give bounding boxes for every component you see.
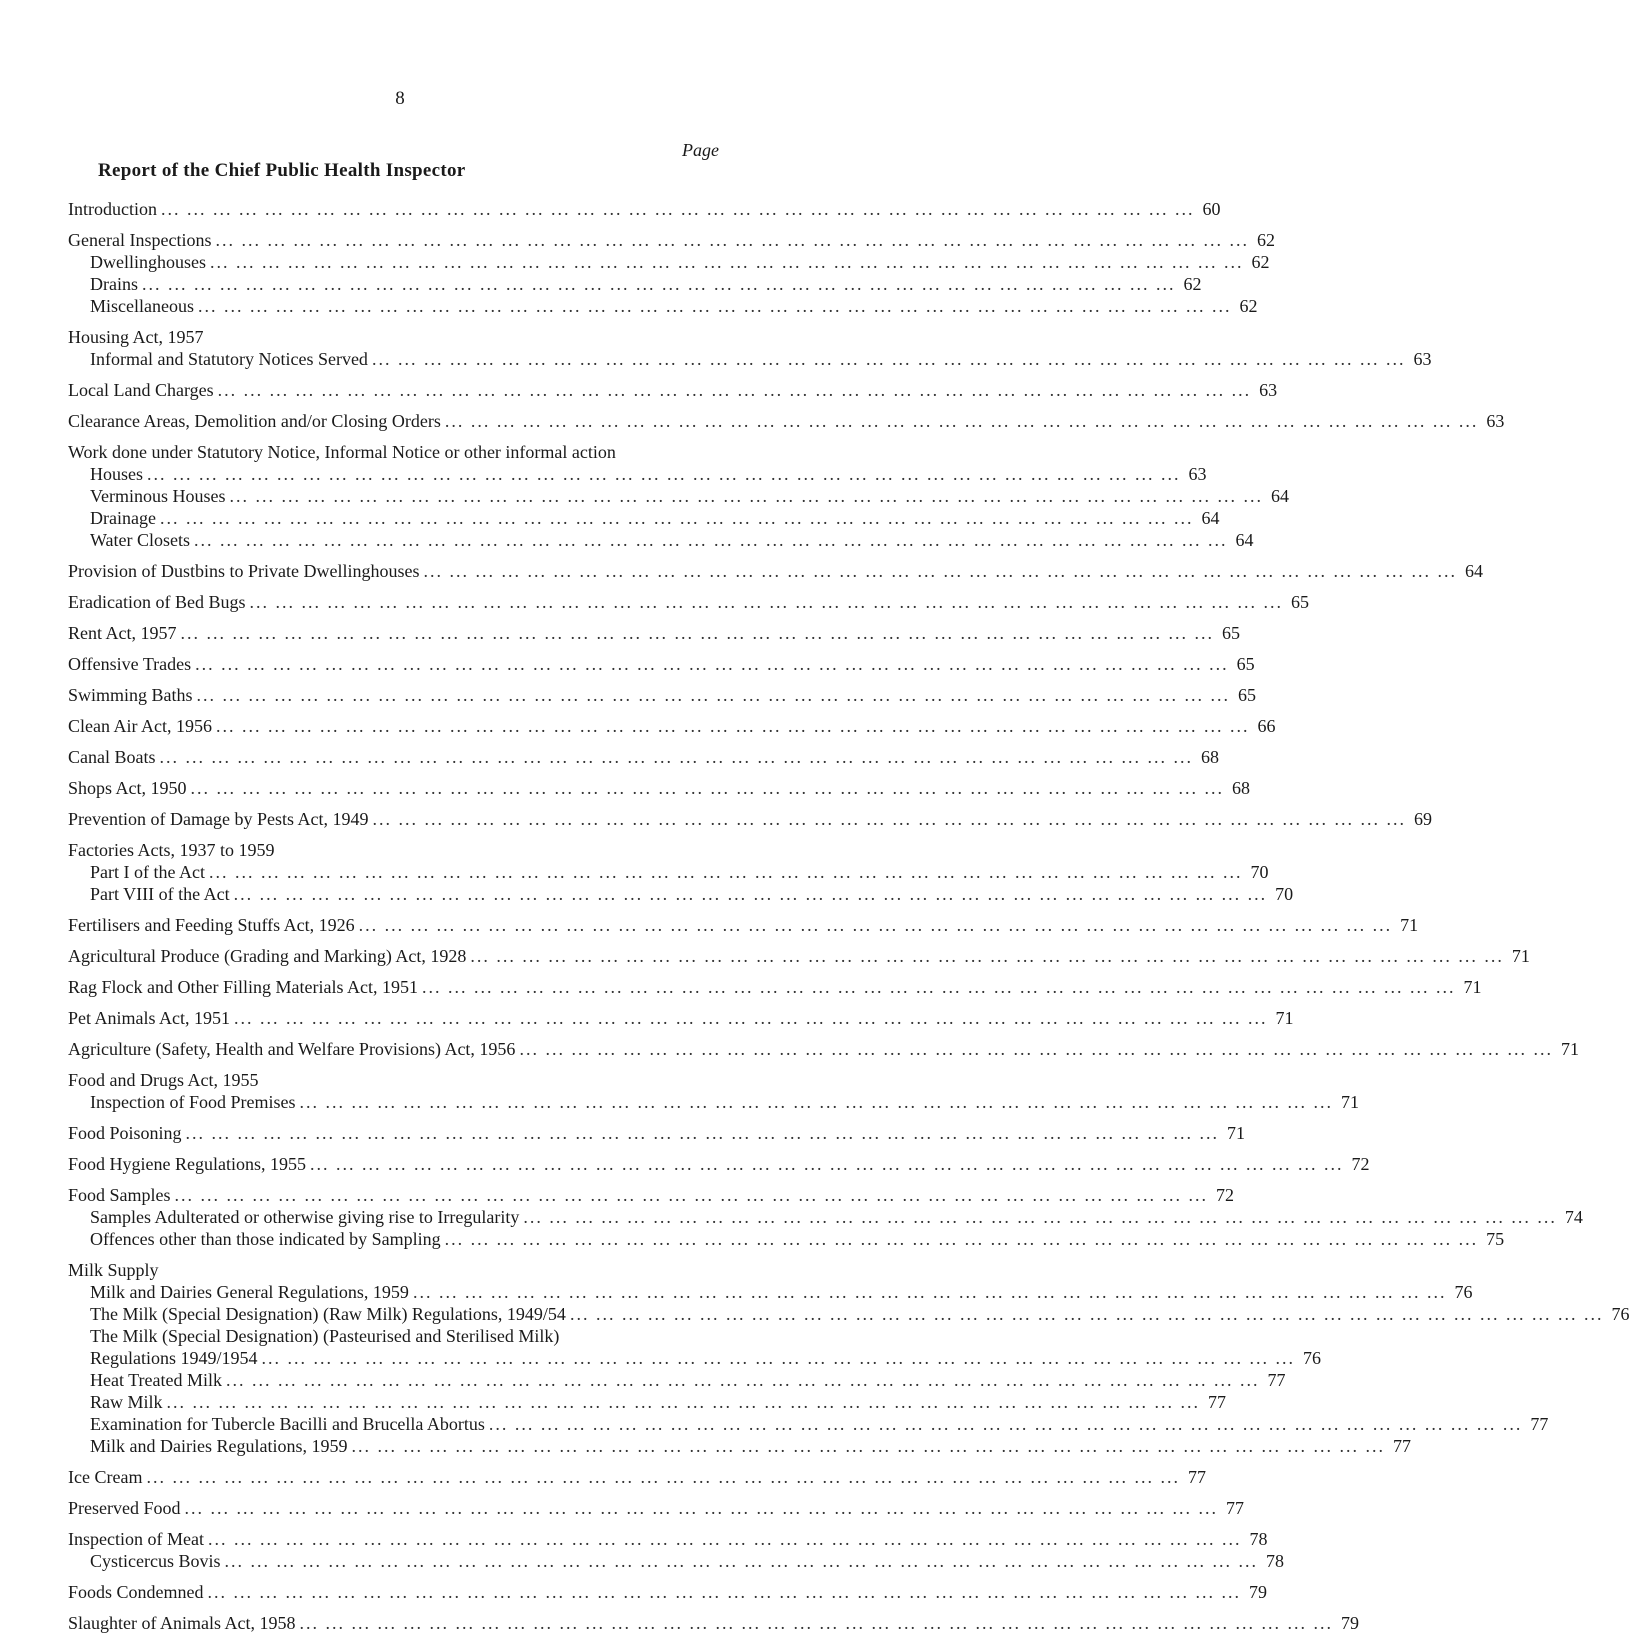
toc-entry-page: 70	[1275, 884, 1294, 904]
toc-entry-page: 62	[1251, 252, 1270, 272]
toc-dot-leader: ... ... ... ... ... ... ... ... ... ... ... ... ... ... ... ... ... ... ... ... ... ... ... ... ... ... ... ... ... ... ... ... ... ... ... ... ... ... ... ...	[180, 623, 1214, 643]
toc-entry	[68, 463, 1207, 485]
toc-dot-leader: ... ... ... ... ... ... ... ... ... ... ... ... ... ... ... ... ... ... ... ... ... ... ... ... ... ... ... ... ... ... ... ... ... ... ... ... ... ... ... ...	[444, 411, 1479, 431]
toc-entry-label: Agricultural Produce (Grading and Marking) Act, 1928	[68, 946, 467, 966]
toc-entry-page: 65	[1290, 592, 1309, 612]
toc-dot-leader: ... ... ... ... ... ... ... ... ... ... ... ... ... ... ... ... ... ... ... ... ... ... ... ... ... ... ... ... ... ... ... ... ... ... ... ... ... ... ... ...	[523, 1207, 1557, 1227]
toc-entry	[68, 441, 726, 463]
toc-entry	[68, 1184, 1235, 1206]
toc-dot-leader: ... ... ... ... ... ... ... ... ... ... ... ... ... ... ... ... ... ... ... ... ... ... ... ... ... ... ... ... ... ... ... ... ... ... ... ... ... ... ... ...	[229, 486, 1263, 506]
toc-dot-leader: ... ... ... ... ... ... ... ... ... ... ... ... ... ... ... ... ... ... ... ... ... ... ... ... ... ... ... ... ... ... ... ... ... ... ... ... ... ... ... ...	[195, 654, 1229, 674]
toc-entry	[68, 1281, 1473, 1303]
toc-entry-page: 68	[1201, 747, 1219, 767]
toc-entry	[68, 507, 1220, 529]
toc-dot-leader: ... ... ... ... ... ... ... ... ... ... ... ... ... ... ... ... ... ... ... ... ... ... ... ... ... ... ... ... ... ... ... ... ... ... ... ... ... ... ... ...	[174, 1185, 1209, 1205]
toc-entry-label: Fertilisers and Feeding Stuffs Act, 1926	[68, 915, 355, 935]
toc-entry	[68, 1391, 1227, 1413]
toc-entry-label: Rag Flock and Other Filling Materials Act, 1951	[68, 977, 418, 997]
toc-entry-page: 71	[1340, 1092, 1359, 1112]
toc-entry-page: 71	[1463, 977, 1482, 997]
toc-entry-page: 62	[1239, 296, 1258, 316]
toc-entry-page: 77	[1530, 1414, 1549, 1434]
toc-entry-label: Rent Act, 1957	[68, 623, 177, 643]
toc-entry-page: 66	[1257, 716, 1276, 736]
toc-entry	[68, 591, 1309, 613]
toc-entry-label: Introduction	[68, 199, 157, 219]
toc-entry-label: Milk and Dairies General Regulations, 1959	[90, 1282, 409, 1302]
toc-entry	[68, 1007, 1294, 1029]
toc-entry-page: 69	[1413, 809, 1432, 829]
toc-entry-label: Milk Supply	[68, 1260, 159, 1280]
toc-entry-page: 77	[1187, 1467, 1206, 1487]
toc-entry-page: 72	[1351, 1154, 1370, 1174]
toc-entry-page: 77	[1225, 1498, 1244, 1518]
toc-entry-label: Offences other than those indicated by Sampling	[90, 1229, 441, 1249]
toc-entry	[68, 1206, 1583, 1228]
toc-entry	[68, 410, 1505, 432]
toc-dot-leader: ... ... ... ... ... ... ... ... ... ... ... ... ... ... ... ... ... ... ... ... ... ... ... ... ... ... ... ... ... ... ... ... ... ... ... ... ... ... ... ...	[299, 1613, 1333, 1633]
toc-dot-leader: ... ... ... ... ... ... ... ... ... ... ... ... ... ... ... ... ... ... ... ... ... ... ... ... ... ... ... ... ... ... ... ... ... ... ... ... ... ... ... ...	[226, 1370, 1260, 1390]
toc-entry-page: 71	[1275, 1008, 1294, 1028]
toc-entry-label: Heat Treated Milk	[90, 1370, 222, 1390]
toc-dot-leader: ... ... ... ... ... ... ... ... ... ... ... ... ... ... ... ... ... ... ... ... ... ... ... ... ... ... ... ... ... ... ... ... ... ... ... ... ... ... ... ...	[142, 274, 1176, 294]
toc-entry	[68, 1228, 1505, 1250]
toc-entry-page: 76	[1303, 1348, 1321, 1368]
toc-entry	[68, 1038, 1579, 1060]
toc-entry-page: 76	[1611, 1304, 1629, 1324]
toc-dot-leader: ... ... ... ... ... ... ... ... ... ... ... ... ... ... ... ... ... ... ... ... ... ... ... ... ... ... ... ... ... ... ... ... ... ... ... ... ... ... ... ...	[208, 862, 1243, 882]
toc-entry-page: 65	[1238, 685, 1257, 705]
toc-entry-label: Part I of the Act	[90, 862, 205, 882]
toc-entry	[68, 653, 1255, 675]
toc-entry	[68, 1528, 1268, 1550]
toc-entry	[68, 1347, 1321, 1369]
toc-entry-label: Miscellaneous	[90, 296, 194, 316]
toc-entry-page: 72	[1216, 1185, 1235, 1205]
toc-dot-leader: ... ... ... ... ... ... ... ... ... ... ... ... ... ... ... ... ... ... ... ... ... ... ... ... ... ... ... ... ... ... ... ... ... ... ... ... ... ... ... ...	[146, 1467, 1180, 1487]
toc-dot-leader: ... ... ... ... ... ... ... ... ... ... ... ... ... ... ... ... ... ... ... ... ... ... ... ... ... ... ... ... ... ... ... ... ... ... ... ... ... ... ... ...	[207, 1582, 1242, 1602]
toc-entry-label: Informal and Statutory Notices Served	[90, 349, 368, 369]
toc-entry-label: Clearance Areas, Demolition and/or Closing Orders	[68, 411, 441, 431]
toc-dot-leader: ... ... ... ... ... ... ... ... ... ... ... ... ... ... ... ... ... ... ... ... ... ... ... ... ... ... ... ... ... ... ... ... ... ... ... ... ... ... ... ...	[215, 230, 1249, 250]
toc-entry-label: Verminous Houses	[90, 486, 226, 506]
toc-dot-leader: ... ... ... ... ... ... ... ... ... ... ... ... ... ... ... ... ... ... ... ... ... ... ... ... ... ... ... ... ... ... ... ... ... ... ... ... ... ... ... ...	[299, 1092, 1333, 1112]
toc-entry-page: 62	[1183, 274, 1202, 294]
toc-dot-leader: ... ... ... ... ... ... ... ... ... ... ... ... ... ... ... ... ... ... ... ... ... ... ... ... ... ... ... ... ... ... ... ... ... ... ... ... ... ... ... ...	[372, 809, 1406, 829]
toc-entry	[68, 1413, 1549, 1435]
toc-entry	[68, 839, 726, 861]
toc-entry-label: Clean Air Act, 1956	[68, 716, 212, 736]
toc-entry-page: 62	[1256, 230, 1275, 250]
toc-entry-label: Offensive Trades	[68, 654, 192, 674]
toc-dot-leader: ... ... ... ... ... ... ... ... ... ... ... ... ... ... ... ... ... ... ... ... ... ... ... ... ... ... ... ... ... ... ... ... ... ... ... ... ... ... ... ...	[196, 685, 1231, 705]
toc-entry-label: Prevention of Damage by Pests Act, 1949	[68, 809, 369, 829]
toc-dot-leader: ... ... ... ... ... ... ... ... ... ... ... ... ... ... ... ... ... ... ... ... ... ... ... ... ... ... ... ... ... ... ... ... ... ... ... ... ... ... ... ...	[215, 716, 1250, 736]
toc-dot-leader: ... ... ... ... ... ... ... ... ... ... ... ... ... ... ... ... ... ... ... ... ... ... ... ... ... ... ... ... ... ... ... ... ... ... ... ... ... ... ... ...	[261, 1348, 1295, 1368]
toc-entry-page: 77	[1267, 1370, 1286, 1390]
report-title: Report of the Chief Public Health Inspector	[98, 160, 466, 181]
toc-dot-leader: ... ... ... ... ... ... ... ... ... ... ... ... ... ... ... ... ... ... ... ... ... ... ... ... ... ... ... ... ... ... ... ... ... ... ... ... ... ... ... ...	[351, 1436, 1385, 1456]
toc-entry-label: Housing Act, 1957	[68, 327, 204, 347]
toc-dot-leader: ... ... ... ... ... ... ... ... ... ... ... ... ... ... ... ... ... ... ... ... ... ... ... ... ... ... ... ... ... ... ... ... ... ... ... ... ... ... ... ...	[190, 778, 1225, 798]
toc-entry	[68, 746, 1219, 768]
toc-entry-label: Milk and Dairies Regulations, 1959	[90, 1436, 348, 1456]
toc-entry-page: 78	[1266, 1551, 1284, 1571]
toc-entry	[68, 861, 1269, 883]
toc-dot-leader: ... ... ... ... ... ... ... ... ... ... ... ... ... ... ... ... ... ... ... ... ... ... ... ... ... ... ... ... ... ... ... ... ... ... ... ... ... ... ... ...	[159, 747, 1193, 767]
toc-entry	[68, 1259, 726, 1281]
page-column-heading: Page	[682, 140, 719, 160]
toc-entry	[68, 622, 1240, 644]
toc-entry	[68, 348, 1432, 370]
toc-entry-label: Drainage	[90, 508, 156, 528]
toc-entry-label: Food Hygiene Regulations, 1955	[68, 1154, 306, 1174]
toc-entry-page: 64	[1465, 561, 1483, 581]
toc-entry	[68, 1325, 726, 1347]
toc-entry-label: Provision of Dustbins to Private Dwellinghouses	[68, 561, 420, 581]
toc-entry	[68, 1369, 1286, 1391]
toc-entry-label: Eradication of Bed Bugs	[68, 592, 246, 612]
toc-entry	[68, 777, 1251, 799]
toc-entry-page: 71	[1511, 946, 1530, 966]
toc-entry-page: 74	[1564, 1207, 1583, 1227]
toc-entry-label: Inspection of Food Premises	[90, 1092, 296, 1112]
toc-entry	[68, 560, 1483, 582]
toc-dot-leader: ... ... ... ... ... ... ... ... ... ... ... ... ... ... ... ... ... ... ... ... ... ... ... ... ... ... ... ... ... ... ... ... ... ... ... ... ... ... ... ...	[371, 349, 1406, 369]
toc-dot-leader: ... ... ... ... ... ... ... ... ... ... ... ... ... ... ... ... ... ... ... ... ... ... ... ... ... ... ... ... ... ... ... ... ... ... ... ... ... ... ... ...	[224, 1551, 1258, 1571]
toc-entry	[68, 715, 1276, 737]
toc-dot-leader: ... ... ... ... ... ... ... ... ... ... ... ... ... ... ... ... ... ... ... ... ... ... ... ... ... ... ... ... ... ... ... ... ... ... ... ... ... ... ... ...	[197, 296, 1232, 316]
toc-entry	[68, 684, 1257, 706]
toc-entry-page: 77	[1392, 1436, 1411, 1456]
toc-entry-page: 79	[1340, 1613, 1359, 1633]
toc-entry	[68, 945, 1530, 967]
toc-entry-label: Shops Act, 1950	[68, 778, 187, 798]
toc-entry	[68, 1122, 1246, 1144]
toc-dot-leader: ... ... ... ... ... ... ... ... ... ... ... ... ... ... ... ... ... ... ... ... ... ... ... ... ... ... ... ... ... ... ... ... ... ... ... ... ... ... ... ...	[207, 1529, 1242, 1549]
toc-dot-leader: ... ... ... ... ... ... ... ... ... ... ... ... ... ... ... ... ... ... ... ... ... ... ... ... ... ... ... ... ... ... ... ... ... ... ... ... ... ... ... ...	[194, 530, 1228, 550]
toc-dot-leader: ... ... ... ... ... ... ... ... ... ... ... ... ... ... ... ... ... ... ... ... ... ... ... ... ... ... ... ... ... ... ... ... ... ... ... ... ... ... ... ...	[147, 464, 1181, 484]
toc-entry-label: Agriculture (Safety, Health and Welfare Provisions) Act, 1956	[68, 1039, 516, 1059]
toc-entry-page: 65	[1236, 654, 1255, 674]
toc-entry-label: The Milk (Special Designation) (Pasteurised and Sterilised Milk)	[90, 1326, 560, 1346]
toc-dot-leader: ... ... ... ... ... ... ... ... ... ... ... ... ... ... ... ... ... ... ... ... ... ... ... ... ... ... ... ... ... ... ... ... ... ... ... ... ... ... ... ...	[233, 884, 1268, 904]
toc-dot-leader: ... ... ... ... ... ... ... ... ... ... ... ... ... ... ... ... ... ... ... ... ... ... ... ... ... ... ... ... ... ... ... ... ... ... ... ... ... ... ... ...	[249, 592, 1283, 612]
toc-entry-label: Samples Adulterated or otherwise giving rise to Irregularity	[90, 1207, 520, 1227]
toc-entry-label: Canal Boats	[68, 747, 156, 767]
toc-entry-page: 71	[1560, 1039, 1579, 1059]
toc-dot-leader: ... ... ... ... ... ... ... ... ... ... ... ... ... ... ... ... ... ... ... ... ... ... ... ... ... ... ... ... ... ... ... ... ... ... ... ... ... ... ... ...	[358, 915, 1393, 935]
toc-entry	[68, 229, 1275, 251]
toc-entry-label: General Inspections	[68, 230, 212, 250]
toc-entry-label: Inspection of Meat	[68, 1529, 204, 1549]
toc-entry-page: 76	[1454, 1282, 1473, 1302]
toc-dot-leader: ... ... ... ... ... ... ... ... ... ... ... ... ... ... ... ... ... ... ... ... ... ... ... ... ... ... ... ... ... ... ... ... ... ... ... ... ... ... ... ...	[309, 1154, 1344, 1174]
toc-entry-page: 64	[1271, 486, 1289, 506]
toc-entry	[68, 1497, 1244, 1519]
toc-dot-leader: ... ... ... ... ... ... ... ... ... ... ... ... ... ... ... ... ... ... ... ... ... ... ... ... ... ... ... ... ... ... ... ... ... ... ... ... ... ... ... ...	[234, 1008, 1268, 1028]
toc-entry	[68, 529, 1254, 551]
toc-entry	[68, 251, 1270, 273]
toc-entry	[68, 1303, 1629, 1325]
toc-entry-label: Cysticercus Bovis	[90, 1551, 221, 1571]
toc-dot-leader: ... ... ... ... ... ... ... ... ... ... ... ... ... ... ... ... ... ... ... ... ... ... ... ... ... ... ... ... ... ... ... ... ... ... ... ... ... ... ... ...	[166, 1392, 1201, 1412]
toc-entry	[68, 1153, 1370, 1175]
toc-entry-label: Foods Condemned	[68, 1582, 204, 1602]
toc-entry-label: Dwellinghouses	[90, 252, 206, 272]
toc-entry-label: Raw Milk	[90, 1392, 163, 1412]
toc-entry	[68, 1581, 1268, 1603]
toc-entry	[68, 1466, 1206, 1488]
toc-entry	[68, 1435, 1411, 1457]
toc-entry-page: 68	[1232, 778, 1251, 798]
toc-entry-label: Local Land Charges	[68, 380, 214, 400]
toc-entry-label: Preserved Food	[68, 1498, 181, 1518]
toc-entry-label: Ice Cream	[68, 1467, 143, 1487]
toc-entry-label: Slaughter of Animals Act, 1958	[68, 1613, 296, 1633]
toc-dot-leader: ... ... ... ... ... ... ... ... ... ... ... ... ... ... ... ... ... ... ... ... ... ... ... ... ... ... ... ... ... ... ... ... ... ... ... ... ... ... ... ...	[519, 1039, 1553, 1059]
toc-dot-leader: ... ... ... ... ... ... ... ... ... ... ... ... ... ... ... ... ... ... ... ... ... ... ... ... ... ... ... ... ... ... ... ... ... ... ... ... ... ... ... ...	[569, 1304, 1604, 1324]
toc-dot-leader: ... ... ... ... ... ... ... ... ... ... ... ... ... ... ... ... ... ... ... ... ... ... ... ... ... ... ... ... ... ... ... ... ... ... ... ... ... ... ... ...	[421, 977, 1456, 997]
toc-entry-label: Drains	[90, 274, 138, 294]
table-of-contents	[68, 198, 1629, 1634]
toc-entry-label: Swimming Baths	[68, 685, 193, 705]
toc-entry-page: 75	[1486, 1229, 1505, 1249]
toc-entry-page: 60	[1202, 199, 1221, 219]
toc-entry-page: 63	[1188, 464, 1207, 484]
toc-dot-leader: ... ... ... ... ... ... ... ... ... ... ... ... ... ... ... ... ... ... ... ... ... ... ... ... ... ... ... ... ... ... ... ... ... ... ... ... ... ... ... ...	[423, 561, 1457, 581]
toc-entry-page: 71	[1227, 1123, 1246, 1143]
toc-entry	[68, 976, 1482, 998]
toc-entry-label: Water Closets	[90, 530, 191, 550]
toc-dot-leader: ... ... ... ... ... ... ... ... ... ... ... ... ... ... ... ... ... ... ... ... ... ... ... ... ... ... ... ... ... ... ... ... ... ... ... ... ... ... ... ...	[470, 946, 1504, 966]
toc-dot-leader: ... ... ... ... ... ... ... ... ... ... ... ... ... ... ... ... ... ... ... ... ... ... ... ... ... ... ... ... ... ... ... ... ... ... ... ... ... ... ... ...	[412, 1282, 1447, 1302]
toc-entry	[68, 1091, 1359, 1113]
toc-entry-page: 64	[1235, 530, 1254, 550]
toc-entry-label: Examination for Tubercle Bacilli and Brucella Abortus	[90, 1414, 485, 1434]
toc-entry-page: 77	[1208, 1392, 1227, 1412]
toc-entry	[68, 808, 1432, 830]
toc-entry-page: 70	[1250, 862, 1269, 882]
toc-entry-label: The Milk (Special Designation) (Raw Milk) Regulations, 1949/54	[90, 1304, 566, 1324]
toc-dot-leader: ... ... ... ... ... ... ... ... ... ... ... ... ... ... ... ... ... ... ... ... ... ... ... ... ... ... ... ... ... ... ... ... ... ... ... ... ... ... ... ...	[444, 1229, 1479, 1249]
toc-entry	[68, 198, 1221, 220]
toc-entry-page: 64	[1201, 508, 1220, 528]
toc-dot-leader: ... ... ... ... ... ... ... ... ... ... ... ... ... ... ... ... ... ... ... ... ... ... ... ... ... ... ... ... ... ... ... ... ... ... ... ... ... ... ... ...	[159, 508, 1194, 528]
toc-entry-label: Food Poisoning	[68, 1123, 182, 1143]
toc-entry-label: Part VIII of the Act	[90, 884, 230, 904]
toc-entry	[68, 273, 1202, 295]
toc-entry-page: 79	[1249, 1582, 1268, 1602]
toc-entry-label: Pet Animals Act, 1951	[68, 1008, 230, 1028]
toc-entry	[68, 1069, 726, 1091]
toc-dot-leader: ... ... ... ... ... ... ... ... ... ... ... ... ... ... ... ... ... ... ... ... ... ... ... ... ... ... ... ... ... ... ... ... ... ... ... ... ... ... ... ...	[184, 1498, 1218, 1518]
toc-entry	[68, 883, 1294, 905]
toc-entry	[68, 295, 1258, 317]
toc-entry-page: 71	[1400, 915, 1419, 935]
toc-entry	[68, 1612, 1359, 1634]
toc-entry-page: 63	[1413, 349, 1432, 369]
toc-entry-label: Food and Drugs Act, 1955	[68, 1070, 259, 1090]
toc-entry-label: Factories Acts, 1937 to 1959	[68, 840, 275, 860]
toc-entry	[68, 379, 1278, 401]
toc-entry-label: Houses	[90, 464, 143, 484]
toc-entry	[68, 914, 1419, 936]
toc-entry	[68, 485, 1289, 507]
toc-entry	[68, 1550, 1284, 1572]
toc-dot-leader: ... ... ... ... ... ... ... ... ... ... ... ... ... ... ... ... ... ... ... ... ... ... ... ... ... ... ... ... ... ... ... ... ... ... ... ... ... ... ... ...	[160, 199, 1195, 219]
toc-entry-label: Regulations 1949/1954	[90, 1348, 258, 1368]
toc-entry-page: 63	[1486, 411, 1505, 431]
toc-entry-page: 65	[1222, 623, 1240, 643]
toc-entry	[68, 326, 726, 348]
page-number: 8	[395, 88, 405, 109]
toc-entry-page: 78	[1249, 1529, 1268, 1549]
toc-entry-label: Work done under Statutory Notice, Informal Notice or other informal action	[68, 442, 616, 462]
toc-dot-leader: ... ... ... ... ... ... ... ... ... ... ... ... ... ... ... ... ... ... ... ... ... ... ... ... ... ... ... ... ... ... ... ... ... ... ... ... ... ... ... ...	[488, 1414, 1523, 1434]
toc-entry-page: 63	[1259, 380, 1278, 400]
toc-dot-leader: ... ... ... ... ... ... ... ... ... ... ... ... ... ... ... ... ... ... ... ... ... ... ... ... ... ... ... ... ... ... ... ... ... ... ... ... ... ... ... ...	[217, 380, 1252, 400]
toc-entry-label: Food Samples	[68, 1185, 171, 1205]
toc-dot-leader: ... ... ... ... ... ... ... ... ... ... ... ... ... ... ... ... ... ... ... ... ... ... ... ... ... ... ... ... ... ... ... ... ... ... ... ... ... ... ... ...	[210, 252, 1244, 272]
toc-dot-leader: ... ... ... ... ... ... ... ... ... ... ... ... ... ... ... ... ... ... ... ... ... ... ... ... ... ... ... ... ... ... ... ... ... ... ... ... ... ... ... ...	[185, 1123, 1220, 1143]
